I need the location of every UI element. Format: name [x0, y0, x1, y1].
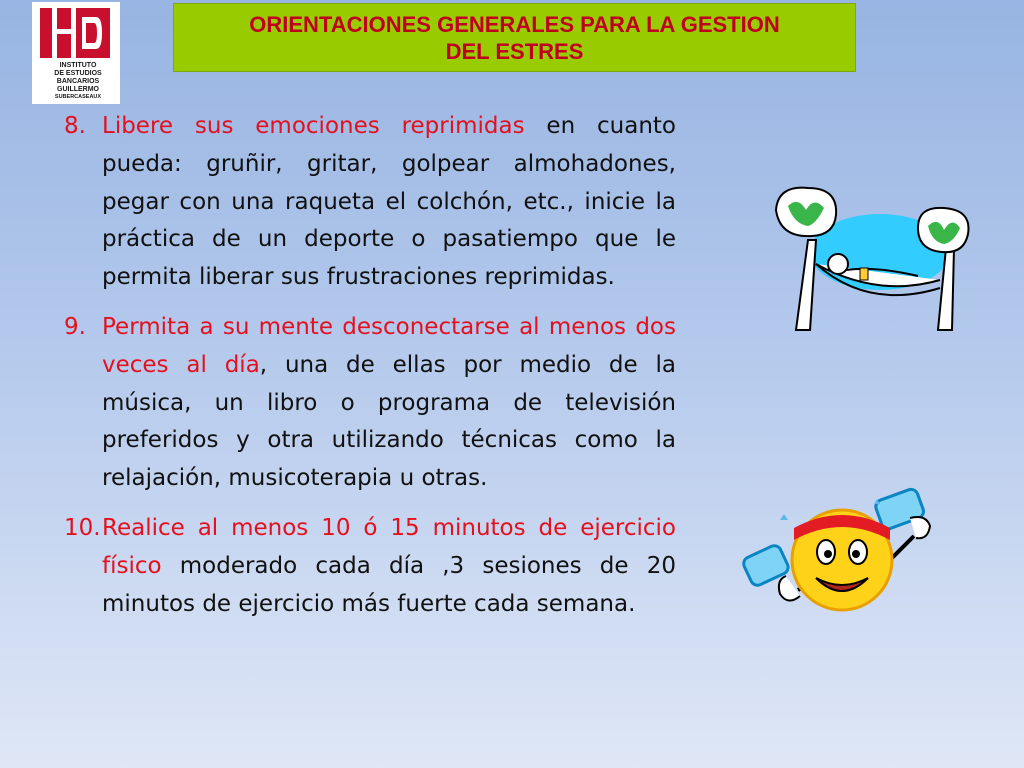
list-item [64, 309, 676, 498]
list-item [64, 108, 676, 297]
item-number: 8. [64, 113, 86, 139]
logo-line: INSTITUTO [59, 62, 97, 69]
exercise-smiley-illustration [740, 484, 952, 620]
logo-line: GUILLERMO [57, 86, 99, 93]
item-text: , una de ellas por medio de la música, un libro o programa de televisión preferidos y otra utilizando técnicas como la relajación, musicoterapia u otras. [102, 351, 676, 492]
title-line-1: ORIENTACIONES GENERALES PARA LA GESTION [249, 11, 780, 37]
logo-line: BANCARIOS [56, 78, 100, 85]
list-item [64, 510, 676, 623]
logo-text [40, 62, 116, 101]
item-number: 10. [64, 514, 101, 541]
hammock-illustration [768, 180, 978, 335]
item-highlight: Realice al menos 10 ó 15 minutos de ejercicio físico [102, 514, 676, 579]
item-highlight: Libere sus emociones reprimidas [102, 113, 525, 139]
item-number: 9. [64, 313, 86, 340]
item-highlight: Permita a su mente desconectarse al menos dos veces al día [102, 313, 676, 378]
logo-line: SUBERCASEAUX [54, 94, 102, 100]
logo-line: DE ESTUDIOS [54, 70, 102, 77]
logo-mark-icon [40, 6, 112, 60]
institute-logo [32, 2, 120, 104]
item-text: en cuanto pueda: gruñir, gritar, golpear almohadones, pegar con una raqueta el colchón, etc., inicie la práctica de un deporte o pasatiempo que le permita liberar sus frustraciones reprimidas. [102, 113, 676, 291]
item-text: moderado cada día ,3 sesiones de 20 minutos de ejercicio más fuerte cada semana. [102, 552, 676, 617]
title-line-2: DEL ESTRES [445, 38, 584, 64]
tips-list [64, 108, 676, 635]
page-title [173, 3, 856, 72]
